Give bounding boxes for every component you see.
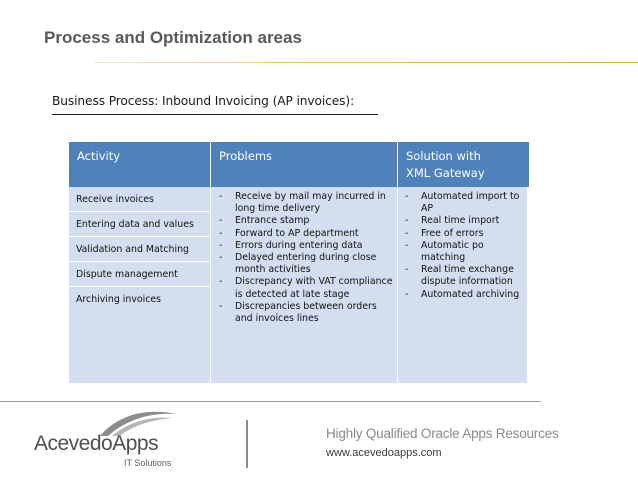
problem-item [215, 301, 395, 325]
bullet-dash: - [405, 215, 409, 227]
bullet-dash: - [219, 227, 223, 239]
problem-text: Entrance stamp [235, 215, 310, 227]
solution-text: Real time import [421, 215, 500, 227]
bullet-dash: - [219, 300, 223, 312]
solution-text: Automated import to AP [421, 191, 520, 215]
bullet-dash: - [219, 215, 223, 227]
column-divider [210, 142, 211, 385]
solution-item [401, 264, 525, 288]
process-table [68, 141, 528, 384]
activity-cell [69, 238, 210, 262]
process-subtitle: Business Process: Inbound Invoicing (AP invoices): [52, 94, 355, 108]
bullet-dash: - [219, 276, 223, 288]
subtitle-underline [52, 114, 378, 115]
solution-item [401, 191, 525, 215]
solution-text: Free of errors [421, 227, 484, 239]
footer-website: www.acevedoapps.com [326, 447, 442, 459]
problem-text: Errors during entering data [235, 239, 363, 251]
activity-text: Dispute management [76, 269, 178, 280]
column-divider [397, 142, 398, 385]
activity-cell [69, 288, 210, 378]
problem-item [215, 228, 395, 240]
problems-list [215, 191, 395, 325]
problem-text: Receive by mail may incurred in long time delivery [235, 191, 386, 215]
bullet-dash: - [405, 239, 409, 251]
solutions-list [401, 191, 525, 301]
problem-text: Discrepancies between orders and invoices lines [235, 300, 377, 325]
header-solution-line1: Solution with [406, 149, 481, 163]
activity-cell [69, 188, 210, 212]
solution-text: Automatic po matching [421, 239, 484, 264]
header-solution-line2: XML Gateway [406, 166, 485, 180]
solution-text: Automated archiving [421, 288, 520, 300]
bullet-dash: - [219, 252, 223, 264]
header-problems-label: Problems [219, 149, 273, 163]
bullet-dash: - [219, 239, 223, 251]
bullet-dash: - [405, 227, 409, 239]
problem-item [215, 215, 395, 227]
header-activity-label: Activity [77, 149, 121, 163]
bullet-dash: - [405, 264, 409, 276]
activity-cell [69, 263, 210, 287]
solution-text: Real time exchange dispute information [421, 264, 514, 288]
problem-item [215, 240, 395, 252]
activity-text: Entering data and values [76, 219, 194, 230]
footer-rule [0, 401, 541, 402]
problem-item [215, 252, 395, 276]
activity-text: Validation and Matching [76, 244, 189, 255]
solution-item [401, 240, 525, 264]
problem-text: Forward to AP department [235, 227, 359, 239]
bullet-dash: - [405, 191, 409, 202]
solution-item [401, 289, 525, 301]
slide-title: Process and Optimization areas [44, 28, 302, 47]
logo-subtext: IT Solutions [124, 458, 172, 468]
problem-item [215, 191, 395, 215]
problem-item [215, 276, 395, 300]
footer-divider [246, 420, 248, 468]
company-logo [34, 408, 194, 474]
footer-tagline: Highly Qualified Oracle Apps Resources [326, 426, 559, 441]
title-rule [94, 62, 638, 63]
problem-text: Delayed entering during close month activities [235, 252, 377, 276]
header-solution [398, 142, 529, 187]
problem-text: Discrepancy with VAT compliance is detected at late stage [235, 276, 393, 300]
logo-name: AcevedoApps [34, 432, 159, 455]
activity-text: Receive invoices [76, 194, 154, 205]
bullet-dash: - [405, 288, 409, 300]
activity-cell [69, 213, 210, 237]
header-activity [69, 142, 210, 187]
header-problems [211, 142, 397, 187]
activity-text: Archiving invoices [76, 294, 162, 305]
solution-item [401, 228, 525, 240]
solution-item [401, 215, 525, 227]
bullet-dash: - [219, 191, 223, 202]
